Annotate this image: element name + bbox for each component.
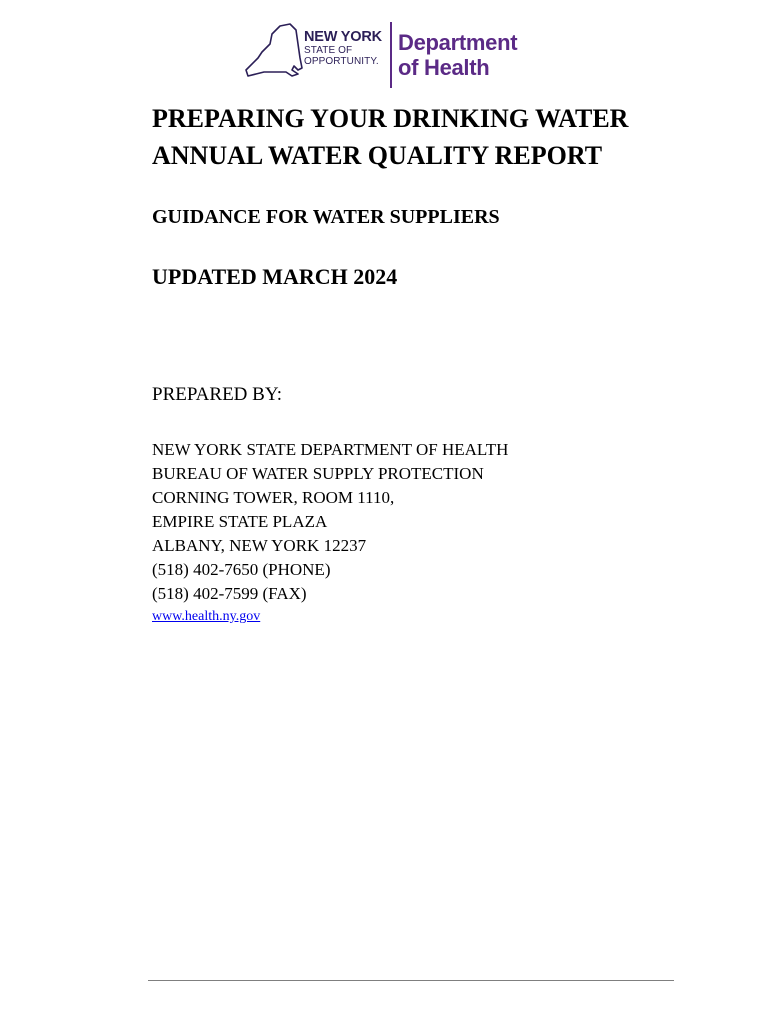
logo-divider: [390, 22, 392, 88]
address-line: CORNING TOWER, ROOM 1110,: [152, 488, 395, 507]
address-line: EMPIRE STATE PLAZA: [152, 512, 328, 531]
fax-number: (518) 402-7599 (FAX): [152, 584, 307, 603]
logo-state-name: NEW YORK: [304, 29, 382, 45]
logo-department: Department: [398, 30, 518, 55]
phone-number: (518) 402-7650 (PHONE): [152, 560, 331, 579]
logo-state-of: STATE OF: [304, 44, 353, 56]
address-block: [152, 438, 508, 628]
updated-date: UPDATED MARCH 2024: [152, 264, 398, 289]
title-line-1: PREPARING YOUR DRINKING WATER: [152, 104, 629, 133]
title-line-2: ANNUAL WATER QUALITY REPORT: [152, 141, 603, 170]
ny-wordmark: [304, 30, 382, 67]
new-york-state-map-icon: [244, 22, 306, 80]
nys-doh-logo: [244, 22, 534, 92]
website-link[interactable]: www.health.ny.gov: [152, 609, 261, 624]
logo-of-health: of Health: [398, 55, 490, 80]
address-line: ALBANY, NEW YORK 12237: [152, 536, 367, 555]
document-subtitle: GUIDANCE FOR WATER SUPPLIERS: [152, 206, 500, 228]
doh-wordmark: [398, 30, 517, 80]
logo-opportunity: OPPORTUNITY.: [304, 55, 379, 67]
document-title: [152, 100, 628, 174]
prepared-by-label: PREPARED BY:: [152, 384, 283, 405]
address-line: NEW YORK STATE DEPARTMENT OF HEALTH: [152, 440, 509, 459]
footer-rule: [148, 980, 674, 981]
address-line: BUREAU OF WATER SUPPLY PROTECTION: [152, 464, 484, 483]
